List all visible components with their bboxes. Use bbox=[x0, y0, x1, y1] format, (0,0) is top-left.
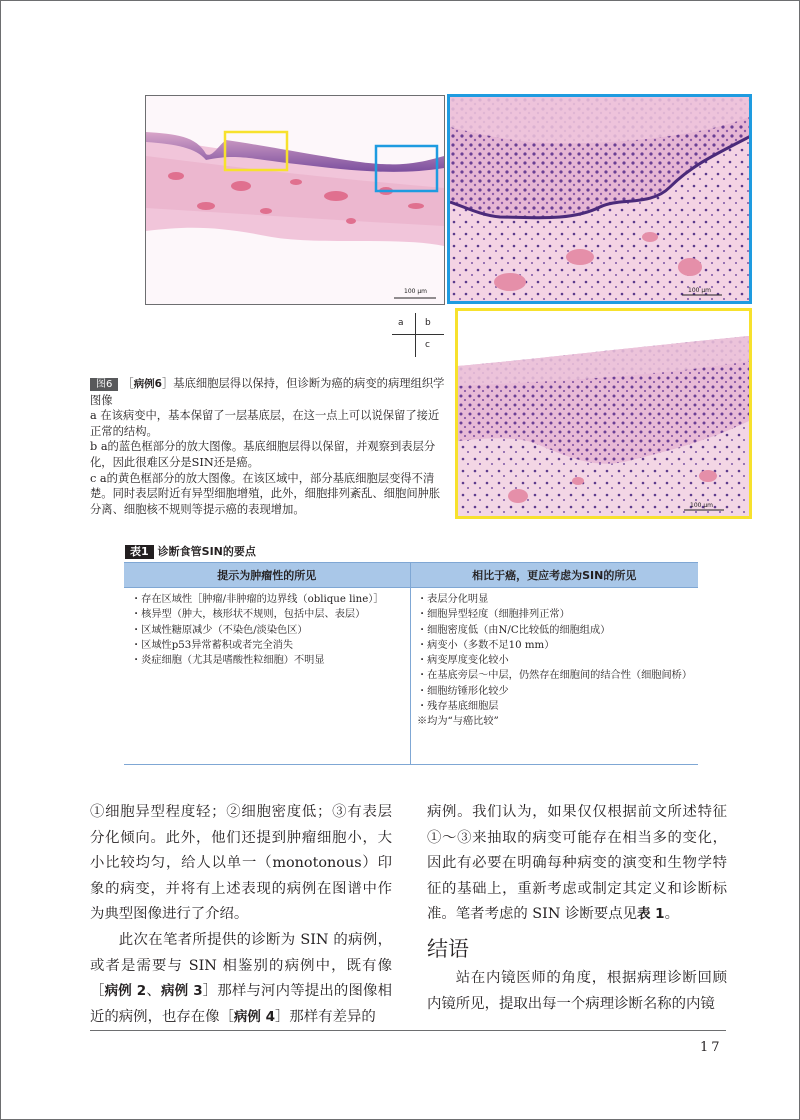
list-item: ・炎症细胞（尤其是嗜酸性粒细胞）不明显 bbox=[131, 655, 325, 667]
table-cell-right bbox=[410, 588, 698, 764]
list-item: ・残存基底细胞层 bbox=[417, 701, 499, 713]
scale-bar-label-a: 100 μm bbox=[404, 288, 428, 295]
figure-label: 图6 bbox=[90, 378, 118, 391]
table-cell-left bbox=[124, 588, 410, 764]
key-label-a: a bbox=[398, 318, 404, 328]
histology-blue-box-image bbox=[450, 97, 749, 301]
table-body-row bbox=[124, 588, 698, 765]
figure-caption bbox=[90, 376, 446, 517]
table-header-row bbox=[124, 562, 698, 588]
key-label-b: b bbox=[425, 318, 431, 328]
list-item: ・在基底旁层～中层，仍然存在细胞间的结合性（细胞间桥） bbox=[417, 670, 693, 682]
right-column-text bbox=[427, 800, 727, 928]
scale-bar-label-c: 100 μm bbox=[690, 502, 714, 509]
right-column-text-2 bbox=[427, 966, 727, 1017]
paragraph: 病例。我们认为，如果仅仅根据前文所述特征①～③来抽取的病变可能存在相当多的变化，因此有必要在明确每种病变的演变和生物学特征的基础上，重新考虑或制定其定义和诊断标准。笔者考虑的 SIN 诊断要点见表 1。 bbox=[427, 804, 727, 923]
caption-a: a 在该病变中，基本保留了一层基底层，在这一点上可以说保留了接近正常的结构。 bbox=[90, 409, 440, 438]
footer-divider bbox=[90, 1030, 726, 1031]
list-item: ・病变厚度变化较小 bbox=[417, 655, 509, 667]
list-item: ・细胞密度低（由N/C比较低的细胞组成） bbox=[417, 624, 611, 636]
caption-c: c a的黄色框部分的放大图像。在该区域中，部分基底细胞层变得不清楚。同时表层附近有异型细胞增殖，此外，细胞排列紊乱、细胞间肿胀分离、细胞核不规则等提示癌的表现增加。 bbox=[90, 471, 441, 516]
caption-b: b a的蓝色框部分的放大图像。基底细胞层得以保留，并观察到表层分化，因此很难区分是SIN还是癌。 bbox=[90, 440, 436, 469]
table-title: 表1 诊断食管SIN的要点 bbox=[125, 543, 256, 559]
page-number: 17 bbox=[700, 1040, 723, 1055]
scale-bar-label-b: 100 μm bbox=[688, 287, 712, 294]
histology-yellow-box-image bbox=[458, 311, 749, 516]
table-header-right: 相比于癌，更应考虑为SIN的所见 bbox=[410, 563, 699, 587]
list-item: ・存在区域性［肿瘤/非肿瘤的边界线（oblique line）］ bbox=[131, 594, 384, 605]
table-label: 表1 bbox=[125, 545, 154, 559]
list-item: ・细胞异型轻度（细胞排列正常） bbox=[417, 609, 570, 621]
table-reference: 表 1 bbox=[636, 906, 665, 923]
table-note: ※均为“与癌比较” bbox=[417, 716, 499, 728]
panel-layout-key bbox=[392, 313, 444, 357]
sin-diagnosis-table bbox=[124, 562, 698, 765]
list-item: ・细胞纺锤形化较少 bbox=[417, 685, 509, 697]
paragraph: 此次在笔者所提供的诊断为 SIN 的病例，或者是需要与 SIN 相鉴别的病例中，既有像［病例 2、病例 3］那样与河内等提出的图像相近的病例，也存在像［病例 4］那样有差异的 bbox=[90, 931, 392, 1025]
figure-panel-b bbox=[447, 94, 752, 304]
section-heading: 结语 bbox=[427, 937, 469, 961]
left-column-text bbox=[90, 800, 392, 1030]
list-item: ・区域性糖原减少（不染色/淡染色区） bbox=[131, 624, 308, 636]
paragraph: 站在内镜医师的角度，根据病理诊断回顾内镜所见，提取出每一个病理诊断名称的内镜 bbox=[427, 970, 727, 1012]
list-item: ・区域性p53异常蓄积或者完全消失 bbox=[131, 639, 294, 651]
case-label: 病例6 bbox=[133, 378, 162, 390]
list-item: ・核异型（肿大，核形状不规则，包括中层、表层） bbox=[131, 609, 366, 621]
list-item: ・表层分化明显 bbox=[417, 594, 489, 605]
key-label-c: c bbox=[425, 340, 430, 350]
caption-title: 图6 ［病例6］基底细胞层得以保持，但诊断为癌的病变的病理组织学图像 bbox=[90, 377, 445, 407]
figure-panel-a bbox=[145, 95, 445, 305]
paragraph: ①细胞异型程度轻；②细胞密度低；③有表层分化倾向。此外，他们还提到肿瘤细胞小，大小比较均匀，给人以单一（monotonous）印象的病变，并将有上述表现的病例在图谱中作为典型图像进行了介绍。 bbox=[90, 804, 392, 923]
histology-overview-image bbox=[146, 96, 444, 304]
figure-panel-c bbox=[455, 308, 752, 519]
list-item: ・病变小（多数不足10 mm） bbox=[417, 639, 555, 651]
table-header-left: 提示为肿瘤性的所见 bbox=[217, 569, 317, 582]
